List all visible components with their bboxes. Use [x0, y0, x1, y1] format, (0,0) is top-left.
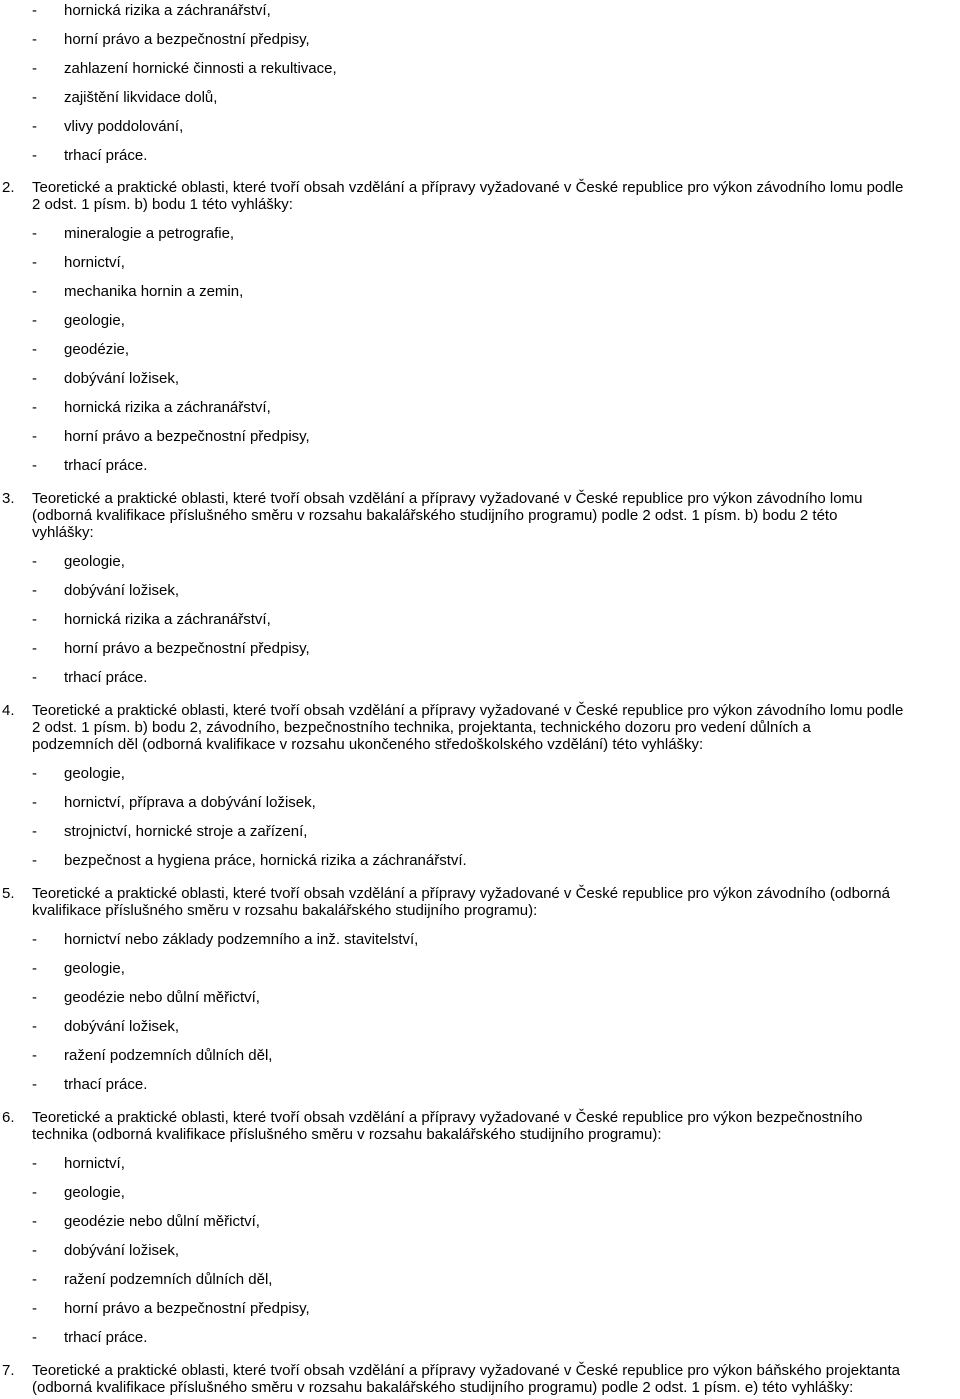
list-item-text: trhací práce. [64, 1076, 148, 1093]
section-text-line: vyhlášky: [32, 524, 94, 541]
list-dash: - [32, 1155, 37, 1172]
list-item-text: geologie, [64, 312, 125, 329]
list-dash: - [32, 931, 37, 948]
section-text-line: Teoretické a praktické oblasti, které tvoří obsah vzdělání a přípravy vyžadované v České republice pro výkon závodního (odborná [32, 885, 890, 902]
section-text-line: 2 odst. 1 písm. b) bodu 1 této vyhlášky: [32, 196, 293, 213]
section-text [32, 490, 958, 507]
section-number: 4. [2, 702, 15, 719]
list-item-text: zajištění likvidace dolů, [64, 89, 218, 106]
list-dash: - [32, 989, 37, 1006]
section-text [32, 702, 958, 719]
list-item-text: horní právo a bezpečnostní předpisy, [64, 31, 310, 48]
list-dash: - [32, 2, 37, 19]
section-number: 3. [2, 490, 15, 507]
section-text [32, 1126, 958, 1143]
section-text-line: kvalifikace příslušného směru v rozsahu bakalářského studijního programu): [32, 902, 538, 919]
list-dash: - [32, 254, 37, 271]
section-text-line: (odborná kvalifikace příslušného směru v rozsahu bakalářského studijního programu) podle 2 odst. 1 písm. b) bodu 2 této [32, 507, 838, 524]
list-item-text: hornictví nebo základy podzemního a inž. stavitelství, [64, 931, 419, 948]
list-dash: - [32, 669, 37, 686]
section-text [32, 1379, 958, 1396]
list-dash: - [32, 823, 37, 840]
list-item-text: mineralogie a petrografie, [64, 225, 235, 242]
section-number: 2. [2, 179, 15, 196]
list-item-text: trhací práce. [64, 669, 148, 686]
section-text [32, 885, 958, 902]
section-text-line: Teoretické a praktické oblasti, které tvoří obsah vzdělání a přípravy vyžadované v České republice pro výkon závodního lomu podle [32, 702, 904, 719]
section-text-line: Teoretické a praktické oblasti, které tvoří obsah vzdělání a přípravy vyžadované v České republice pro výkon závodního lomu podle [32, 179, 904, 196]
list-dash: - [32, 370, 37, 387]
list-dash: - [32, 89, 37, 106]
list-dash: - [32, 852, 37, 869]
list-dash: - [32, 1329, 37, 1346]
list-item-text: hornická rizika a záchranářství, [64, 611, 271, 628]
list-item-text: horní právo a bezpečnostní předpisy, [64, 640, 310, 657]
list-item-text: strojnictví, hornické stroje a zařízení, [64, 823, 308, 840]
list-dash: - [32, 960, 37, 977]
list-item-text: mechanika hornin a zemin, [64, 283, 244, 300]
list-dash: - [32, 1271, 37, 1288]
section-number: 5. [2, 885, 15, 902]
section-text-line: technika (odborná kvalifikace příslušného směru v rozsahu bakalářského studijního programu): [32, 1126, 662, 1143]
section-text-line: (odborná kvalifikace příslušného směru v rozsahu bakalářského studijního programu) podle 2 odst. 1 písm. e) této vyhlášky: [32, 1379, 854, 1396]
list-dash: - [32, 1242, 37, 1259]
list-item-text: horní právo a bezpečnostní předpisy, [64, 428, 310, 445]
list-item-text: geodézie, [64, 341, 130, 358]
list-item-text: geodézie nebo důlní měřictví, [64, 989, 260, 1006]
list-dash: - [32, 1047, 37, 1064]
list-item-text: dobývání ložisek, [64, 370, 180, 387]
section-number: 6. [2, 1109, 15, 1126]
list-dash: - [32, 582, 37, 599]
section-text [32, 179, 958, 196]
list-item-text: hornická rizika a záchranářství, [64, 2, 271, 19]
list-item-text: zahlazení hornické činnosti a rekultivace, [64, 60, 337, 77]
section-number: 7. [2, 1362, 15, 1379]
list-item-text: hornictví, příprava a dobývání ložisek, [64, 794, 316, 811]
list-dash: - [32, 457, 37, 474]
list-dash: - [32, 640, 37, 657]
section-text [32, 1362, 958, 1379]
section-text-line: Teoretické a praktické oblasti, které tvoří obsah vzdělání a přípravy vyžadované v České republice pro výkon závodního lomu [32, 490, 863, 507]
list-dash: - [32, 428, 37, 445]
list-item-text: ražení podzemních důlních děl, [64, 1271, 273, 1288]
list-item-text: geologie, [64, 553, 125, 570]
list-dash: - [32, 31, 37, 48]
list-dash: - [32, 118, 37, 135]
list-dash: - [32, 1018, 37, 1035]
list-dash: - [32, 1076, 37, 1093]
list-dash: - [32, 225, 37, 242]
list-item-text: hornická rizika a záchranářství, [64, 399, 271, 416]
list-item-text: geologie, [64, 960, 125, 977]
section-text [32, 524, 958, 541]
list-dash: - [32, 553, 37, 570]
section-text [32, 196, 958, 213]
list-dash: - [32, 147, 37, 164]
list-item-text: dobývání ložisek, [64, 1018, 180, 1035]
section-text [32, 736, 958, 753]
list-item-text: trhací práce. [64, 457, 148, 474]
section-text-line: 2 odst. 1 písm. b) bodu 2, závodního, bezpečnostního technika, projektanta, technického dozoru pro vedení důlních a [32, 719, 811, 736]
list-dash: - [32, 1184, 37, 1201]
list-dash: - [32, 794, 37, 811]
list-item-text: geodézie nebo důlní měřictví, [64, 1213, 260, 1230]
list-item-text: geologie, [64, 765, 125, 782]
list-dash: - [32, 611, 37, 628]
list-item-text: vlivy poddolování, [64, 118, 184, 135]
list-dash: - [32, 1300, 37, 1317]
list-item-text: horní právo a bezpečnostní předpisy, [64, 1300, 310, 1317]
list-dash: - [32, 341, 37, 358]
section-text-line: Teoretické a praktické oblasti, které tvoří obsah vzdělání a přípravy vyžadované v České republice pro výkon báňského projektanta [32, 1362, 900, 1379]
list-item-text: trhací práce. [64, 147, 148, 164]
list-item-text: ražení podzemních důlních děl, [64, 1047, 273, 1064]
section-text [32, 719, 958, 736]
list-dash: - [32, 283, 37, 300]
list-item-text: dobývání ložisek, [64, 1242, 180, 1259]
section-text [32, 507, 958, 524]
list-item-text: trhací práce. [64, 1329, 148, 1346]
list-item-text: hornictví, [64, 254, 125, 271]
section-text-line: podzemních děl (odborná kvalifikace v rozsahu ukončeného středoškolského vzdělání) této vyhlášky: [32, 736, 704, 753]
list-item-text: bezpečnost a hygiena práce, hornická rizika a záchranářství. [64, 852, 467, 869]
list-item-text: hornictví, [64, 1155, 125, 1172]
list-dash: - [32, 765, 37, 782]
section-text [32, 902, 958, 919]
section-text [32, 1109, 958, 1126]
list-item-text: geologie, [64, 1184, 125, 1201]
section-text-line: Teoretické a praktické oblasti, které tvoří obsah vzdělání a přípravy vyžadované v České republice pro výkon bezpečnostního [32, 1109, 863, 1126]
list-dash: - [32, 1213, 37, 1230]
list-dash: - [32, 399, 37, 416]
list-item-text: dobývání ložisek, [64, 582, 180, 599]
list-dash: - [32, 60, 37, 77]
list-dash: - [32, 312, 37, 329]
